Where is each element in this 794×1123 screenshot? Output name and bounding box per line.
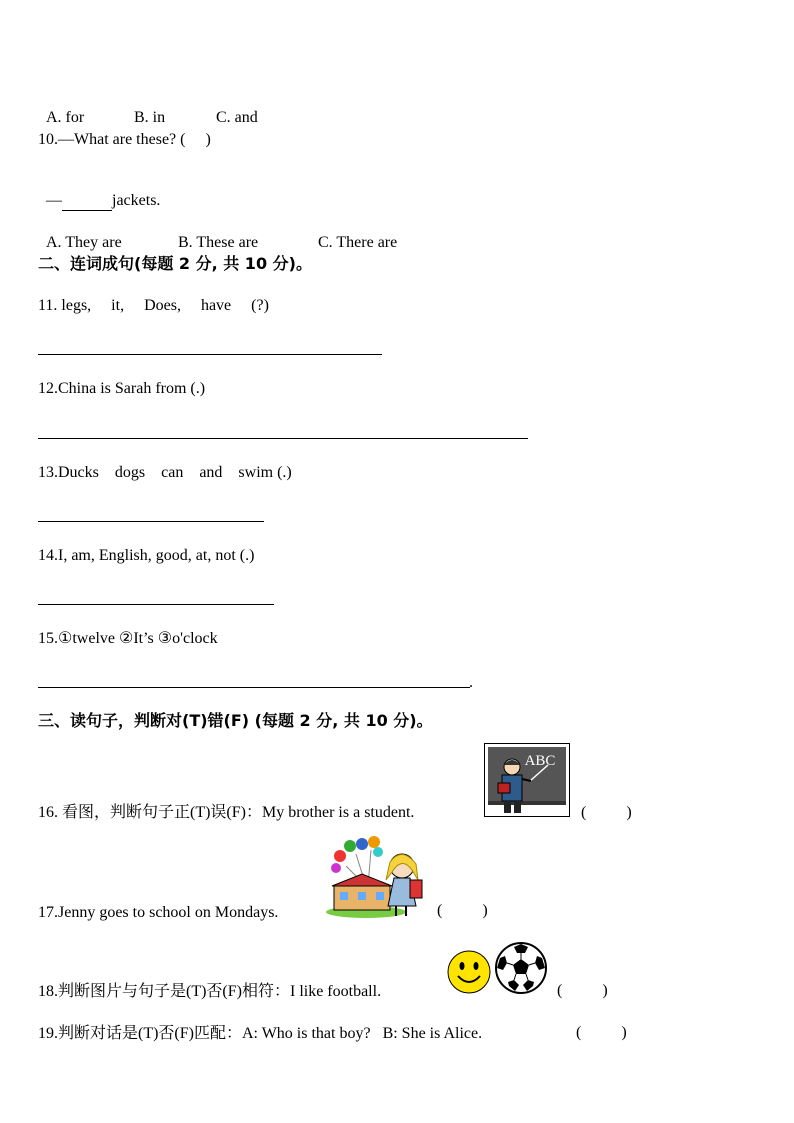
football-icon (495, 942, 547, 994)
section-3-title: 三、读句子，判断对(T)错(F) (每题 2 分, 共 10 分)。 (38, 711, 433, 730)
q14-answer-line[interactable] (38, 604, 274, 605)
q10-options (38, 213, 397, 253)
q11-text: 11. legs, it, Does, have (?) (38, 297, 269, 314)
q10-option-b[interactable]: B. These are (178, 234, 259, 251)
q10-answer-prefix: — (46, 192, 62, 209)
school-girl-icon (326, 836, 432, 920)
smiley-face-icon (447, 950, 491, 994)
q16-text: 16. 看图，判断句子正(T)误(F)：My brother is a student. (38, 804, 415, 821)
q13-answer-line[interactable] (38, 521, 264, 522)
q13-text: 13.Ducks dogs can and swim (.) (38, 464, 292, 481)
q11-answer-line[interactable] (38, 354, 382, 355)
q15-answer-line[interactable] (38, 687, 470, 688)
q10-answer-suffix: jackets. (112, 192, 161, 209)
q9-option-b[interactable]: B. in (134, 109, 166, 126)
q12-answer-line[interactable] (38, 438, 528, 439)
q10-answer-blank[interactable] (62, 194, 112, 211)
q17-answer-paren[interactable]: ( ) (437, 902, 488, 919)
q10-option-c[interactable]: C. There are (318, 234, 398, 251)
girl-school-image (326, 836, 432, 920)
q9-option-a[interactable]: A. for (46, 109, 85, 126)
q18-text: 18.判断图片与句子是(T)否(F)相符：I like football. (38, 983, 382, 1000)
smiley-face-image (447, 950, 491, 994)
q10-answer-line (38, 171, 160, 211)
q18-answer-paren[interactable]: ( ) (557, 982, 608, 999)
q9-options (38, 88, 258, 128)
q12-text: 12.China is Sarah from (.) (38, 380, 206, 397)
teacher-blackboard-image (484, 743, 570, 817)
q19-answer-paren[interactable]: ( ) (576, 1024, 627, 1041)
q9-option-c[interactable]: C. and (216, 109, 258, 126)
q10-option-a[interactable]: A. They are (46, 234, 122, 251)
q10-question: 10.—What are these? ( ) (38, 131, 211, 148)
q14-text: 14.I, am, English, good, at, not (.) (38, 547, 255, 564)
football-image (495, 942, 547, 994)
blackboard-text: ABC (524, 753, 556, 769)
q15-text: 15.①twelve ②It’s ③o'clock (38, 630, 218, 647)
q19-text: 19.判断对话是(T)否(F)匹配：A: Who is that boy? B: She is Alice. (38, 1025, 483, 1042)
teacher-icon (484, 743, 570, 817)
q16-answer-paren[interactable]: ( ) (581, 804, 632, 821)
q17-text: 17.Jenny goes to school on Mondays. (38, 904, 279, 921)
section-2-title: 二、连词成句(每题 2 分, 共 10 分)。 (38, 254, 312, 273)
q15-end-period: . (469, 674, 473, 691)
